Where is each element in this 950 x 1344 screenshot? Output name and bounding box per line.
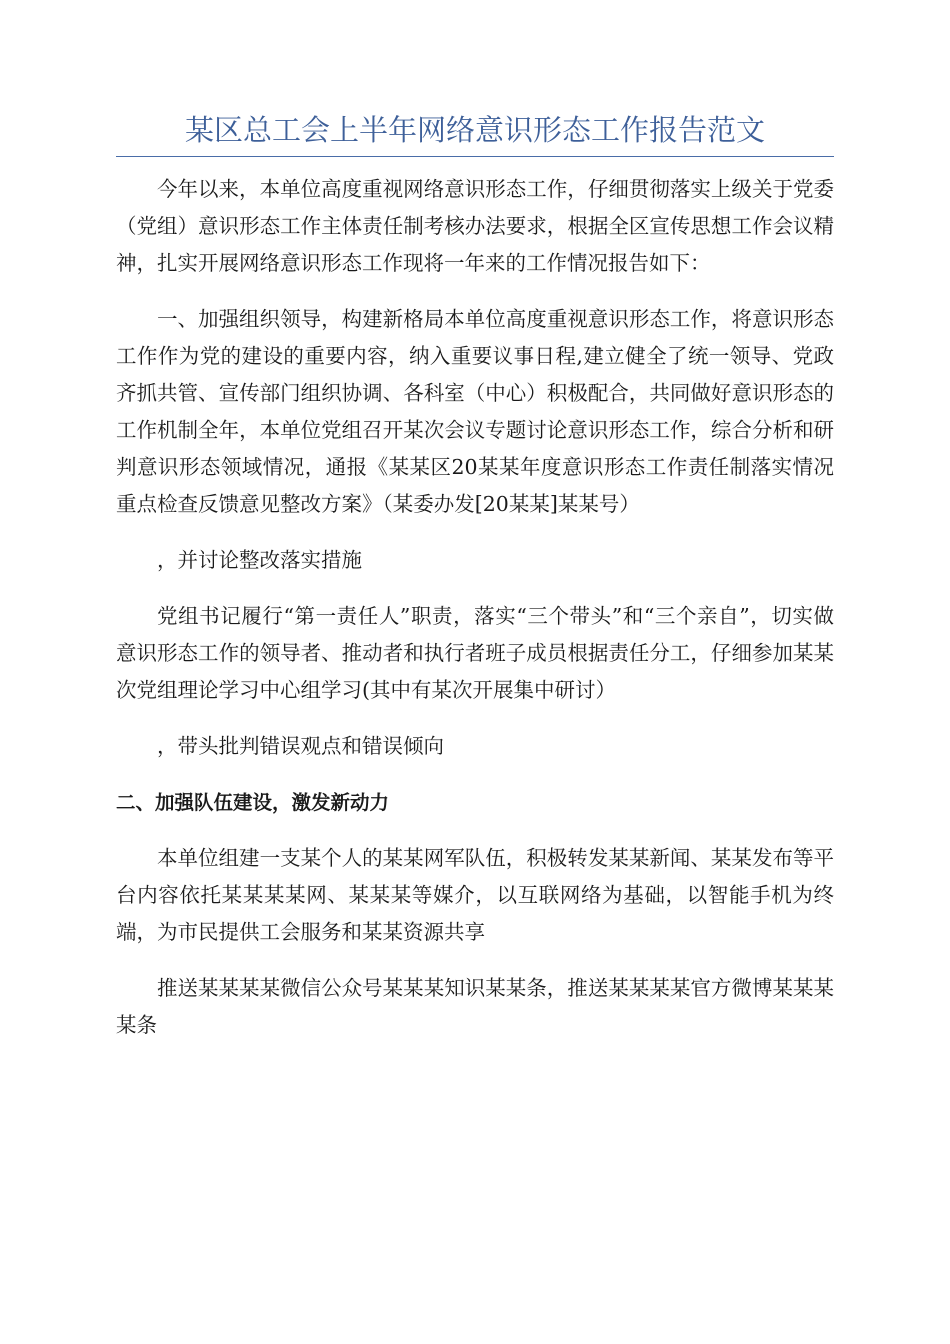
section-heading: 二、加强队伍建设，激发新动力 bbox=[116, 791, 390, 814]
paragraph-criticism: ，带头批判错误观点和错误倾向 bbox=[157, 734, 444, 758]
paragraph-rectification: ，并讨论整改落实措施 bbox=[157, 548, 362, 572]
paragraph-responsibility: 党组书记履行“第一责任人”职责，落实“三个带头”和“三个亲自”，切实做意识形态工作的领导者、推动者和执行者班子成员根据责任分工，仔细参加某某次党组理论学习中心组学习(其中有某次开展集中研讨） bbox=[116, 604, 834, 702]
paragraph-intro: 今年以来，本单位高度重视网络意识形态工作，仔细贯彻落实上级关于党委（党组）意识形态工作主体责任制考核办法要求，根据全区宣传思想工作会议精神，扎实开展网络意识形态工作现将一年来的工作情况报告如下： bbox=[116, 177, 834, 275]
document-body bbox=[116, 171, 834, 1063]
title-block bbox=[116, 108, 834, 157]
paragraph-team: 本单位组建一支某个人的某某网军队伍，积极转发某某新闻、某某发布等平台内容依托某某某某网、某某某等媒介，以互联网络为基础，以智能手机为终端，为市民提供工会服务和某某资源共享 bbox=[116, 846, 834, 944]
document-title: 某区总工会上半年网络意识形态工作报告范文 bbox=[184, 113, 765, 147]
paragraph-organization: 一、加强组织领导，构建新格局本单位高度重视意识形态工作，将意识形态工作作为党的建设的重要内容，纳入重要议事日程,建立健全了统一领导、党政齐抓共管、宣传部门组织协调、各科室（中心）积极配合，共同做好意识形态的工作机制全年，本单位党组召开某次会议专题讨论意识形态工作，综合分析和研判意识形态领域情况，通报《某某区20某某年度意识形态工作责任制落实情况重点检查反馈意见整改方案》（某委办发[20某某]某某号） bbox=[116, 307, 834, 516]
paragraph-publishing: 推送某某某某微信公众号某某某知识某某条，推送某某某某官方微博某某某某条 bbox=[116, 976, 834, 1037]
